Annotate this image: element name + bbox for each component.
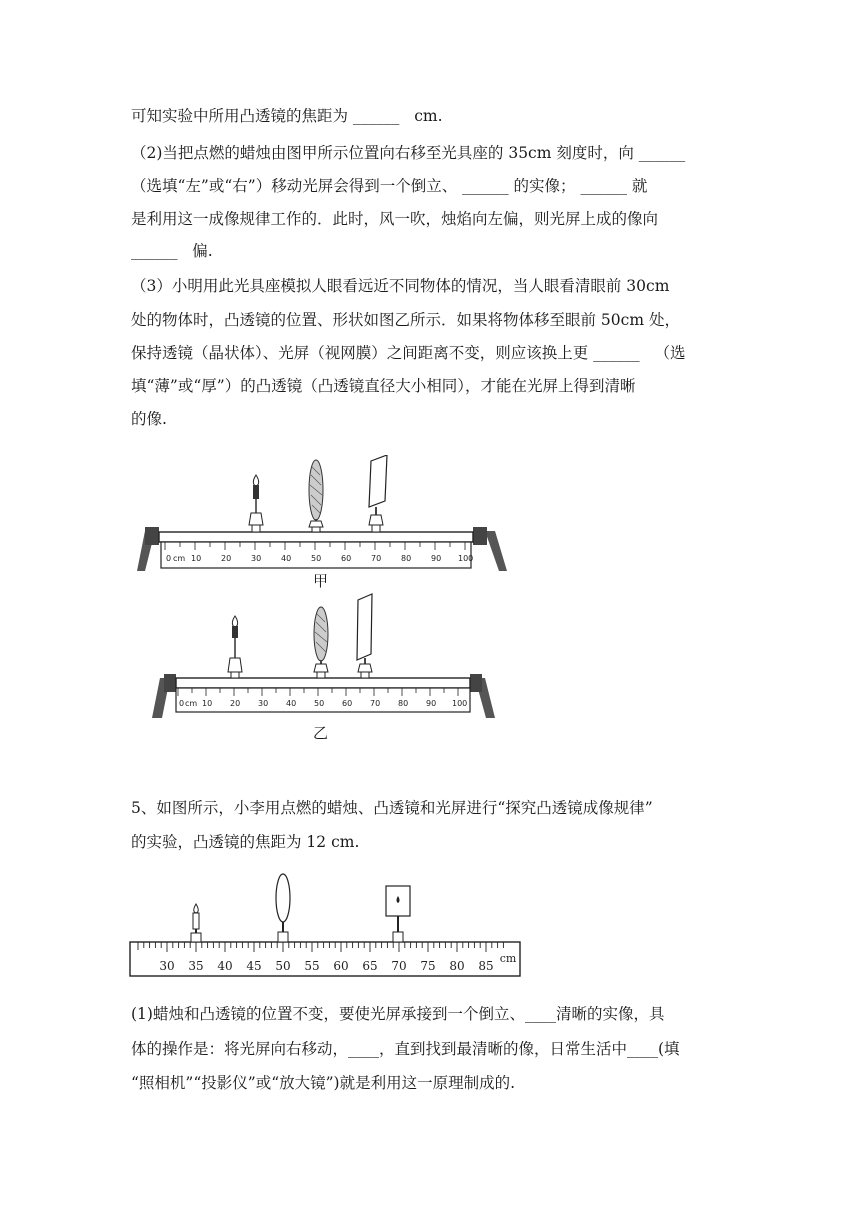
convex-lens-icon xyxy=(309,460,323,532)
bench-tick-50: 50 xyxy=(311,554,322,563)
optical-bench-figure-yi xyxy=(150,590,500,720)
bench-tick-40: 40 xyxy=(281,554,292,563)
bench-tick-100: 100 xyxy=(458,554,474,563)
bench-tick-20: 20 xyxy=(221,554,232,563)
q5-text-line-2: 的实验，凸透镜的焦距为 12 cm. xyxy=(131,833,360,851)
ruler-tick-50: 50 xyxy=(275,959,291,973)
bench-tick-70: 70 xyxy=(371,554,382,563)
candle-icon xyxy=(191,904,201,942)
bench-tick-30: 30 xyxy=(251,554,262,563)
ruler-tick-70: 70 xyxy=(391,959,407,973)
light-screen-icon xyxy=(369,455,387,532)
light-screen-icon xyxy=(386,886,410,942)
convex-lens-icon xyxy=(314,607,328,678)
bench-yi-tick-70: 70 xyxy=(370,699,381,708)
figure-caption-yi: 乙 xyxy=(313,724,329,742)
bench-tick-80: 80 xyxy=(401,554,412,563)
ruler-tick-80: 80 xyxy=(449,959,465,973)
ruler-tick-30: 30 xyxy=(159,959,175,973)
bench-yi-tick-60: 60 xyxy=(342,699,353,708)
bench-yi-tick-30: 30 xyxy=(258,699,269,708)
ruler-tick-85: 85 xyxy=(478,959,494,973)
bench-yi-tick-50: 50 xyxy=(314,699,325,708)
bench-yi-tick-0: 0 xyxy=(179,699,185,708)
q4-text-line-5: ______ 偏. xyxy=(131,242,213,260)
bench-yi-tick-20: 20 xyxy=(230,699,241,708)
light-screen-icon xyxy=(357,594,372,678)
q4-text-line-2: （2)当把点燃的蜡烛由图甲所示位置向右移至光具座的 35cm 刻度时，向 ______ xyxy=(131,144,686,162)
candle-icon xyxy=(249,475,263,532)
q4-text-line-6: （3）小明用此光具座模拟人眼看远近不同物体的情况，当人眼看清眼前 30cm xyxy=(131,277,670,295)
ruler-tick-55: 55 xyxy=(304,959,320,973)
bench-yi-unit: cm xyxy=(185,699,198,708)
bench-tick-0: 0 xyxy=(166,554,172,563)
q4-text-line-1: 可知实验中所用凸透镜的焦距为 ______ cm. xyxy=(131,107,443,125)
optical-bench-figure-jia xyxy=(135,455,510,580)
convex-lens-icon xyxy=(276,874,290,942)
bench-yi-tick-40: 40 xyxy=(286,699,297,708)
q4-text-line-10: 的像. xyxy=(131,410,167,428)
q4-text-line-8: 保持透镜（晶状体）、光屏（视网膜）之间距离不变，则应该换上更 ______ （选 xyxy=(131,344,686,362)
q5-sub1-line-3: “照相机”“投影仪”或“放大镜”)就是利用这一原理制成的. xyxy=(131,1074,516,1092)
ruler-tick-65: 65 xyxy=(362,959,378,973)
ruler-tick-75: 75 xyxy=(420,959,436,973)
bench-tick-90: 90 xyxy=(431,554,442,563)
q5-text-line-1: 5、如图所示，小李用点燃的蜡烛、凸透镜和光屏进行“探究凸透镜成像规律” xyxy=(131,799,653,817)
q5-ruler-figure xyxy=(128,872,524,978)
bench-tick-10: 10 xyxy=(191,554,202,563)
q4-text-line-7: 处的物体时，凸透镜的位置、形状如图乙所示．如果将物体移至眼前 50cm 处， xyxy=(131,311,680,329)
bench-yi-tick-80: 80 xyxy=(398,699,409,708)
ruler-unit: cm xyxy=(499,952,517,965)
candle-icon xyxy=(228,616,242,678)
q5-sub1-line-2: 体的操作是：将光屏向右移动，____，直到找到最清晰的像，日常生活中____(填 xyxy=(131,1040,680,1058)
q4-text-line-9: 填“薄”或“厚”）的凸透镜（凸透镜直径大小相同），才能在光屏上得到清晰 xyxy=(131,377,636,395)
bench-yi-tick-100: 100 xyxy=(452,699,468,708)
ruler-tick-45: 45 xyxy=(246,959,262,973)
ruler-tick-60: 60 xyxy=(333,959,349,973)
bench-yi-tick-10: 10 xyxy=(202,699,213,708)
ruler-tick-35: 35 xyxy=(188,959,204,973)
ruler-tick-40: 40 xyxy=(217,959,233,973)
bench-yi-tick-90: 90 xyxy=(426,699,437,708)
bench-tick-60: 60 xyxy=(341,554,352,563)
bench-unit: cm xyxy=(173,554,186,563)
q5-sub1-line-1: (1)蜡烛和凸透镜的位置不变，要使光屏承接到一个倒立、____清晰的实像，具 xyxy=(131,1005,665,1023)
q4-text-line-3: （选填“左”或“右”）移动光屏会得到一个倒立、 ______ 的实像； ______ 就 xyxy=(131,177,648,195)
q4-text-line-4: 是利用这一成像规律工作的．此时，风一吹，烛焰向左偏，则光屏上成的像向 xyxy=(131,210,659,228)
figure-caption-jia: 甲 xyxy=(313,572,329,590)
